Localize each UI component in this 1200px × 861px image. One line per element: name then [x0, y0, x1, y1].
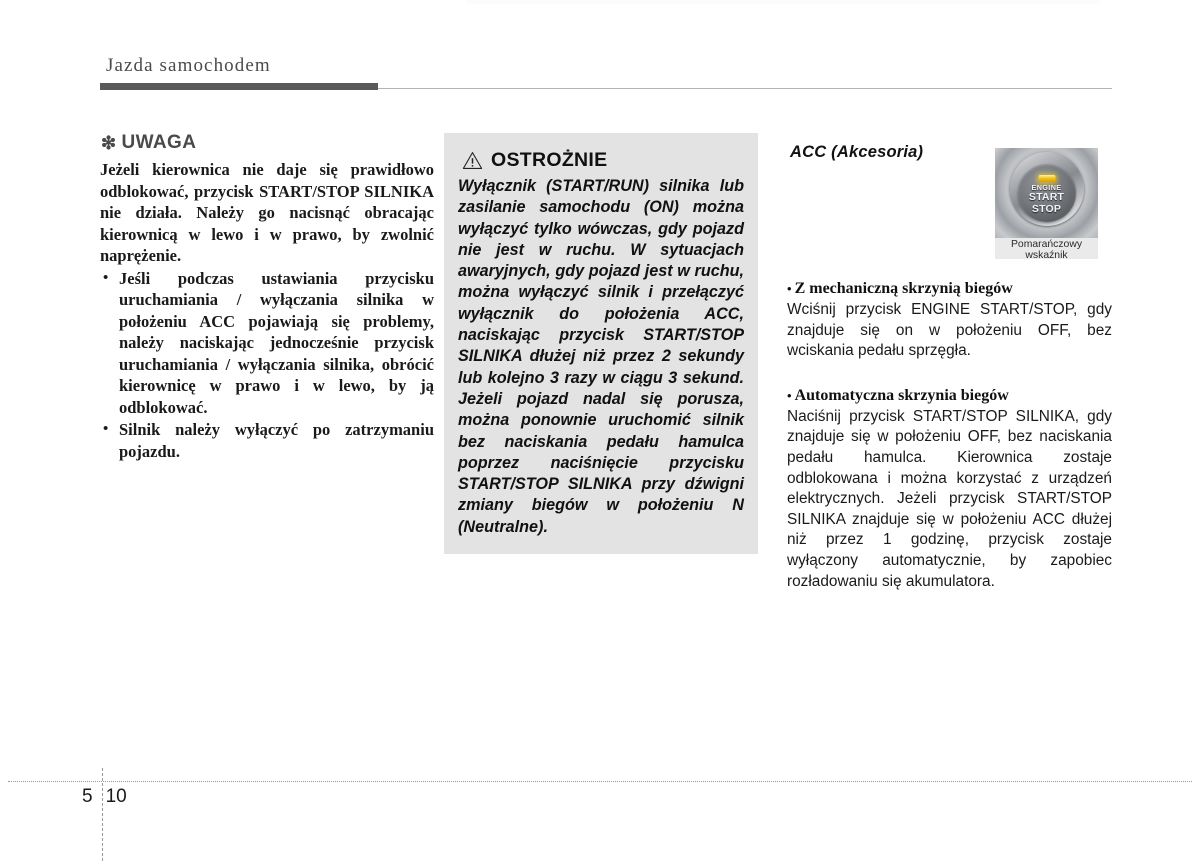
- column-left: [100, 133, 434, 463]
- list-item: [100, 419, 434, 462]
- acc-section-title: ACC (Akcesoria): [790, 143, 924, 161]
- figure-caption-line2: wskaźnik: [1025, 250, 1068, 259]
- button-label-engine: ENGINE: [1031, 183, 1062, 192]
- figure-photo: [995, 148, 1098, 238]
- header-rule-thick: [100, 83, 378, 90]
- automatic-transmission-body: Naciśnij przycisk START/STOP SILNIKA, gdy znajduje się w położeniu OFF, bez naciskania pedału hamulca. Kierownica zostaje odblokowana i można korzystać z urządzeń elektrycznych. Jeżeli przycisk START/STOP SILNIKA znajduje się w położeniu ACC dłużej niż przez 1 godzinę, przycisk zostaje wyłączony automatycznie, by zapobiec rozładowaniu się akumulatora.: [787, 407, 1112, 590]
- asterisk-icon: ❇: [101, 133, 117, 153]
- header-rule-thin: [378, 88, 1112, 89]
- page-fold-line-horizontal: [8, 781, 1192, 782]
- page-fold-line-vertical: [102, 768, 103, 861]
- manual-transmission-body: Wciśnij przycisk ENGINE START/STOP, gdy znajduje się on w położeniu OFF, bez wciskania pedału sprzęgła.: [787, 301, 1112, 360]
- manual-transmission-heading-label: Z mechaniczną skrzynią biegów: [794, 280, 1013, 297]
- page-folio: [82, 786, 127, 808]
- manual-transmission-block: [787, 280, 1112, 362]
- running-head: [100, 55, 1112, 89]
- orange-indicator-icon: [1038, 175, 1055, 182]
- engine-start-stop-button-icon: [1018, 164, 1076, 222]
- caution-heading: [462, 149, 744, 172]
- caution-heading-label: OSTROŻNIE: [491, 149, 608, 171]
- warning-triangle-icon: [462, 151, 483, 170]
- automatic-transmission-block: [787, 387, 1112, 592]
- figure-caption-line1: Pomarańczowy: [1010, 239, 1083, 250]
- note-paragraph: Jeżeli kierownica nie daje się prawidłowo odblokować, przycisk START/STOP SILNIKA nie działa. Należy go nacisnąć obracając kierownicą w lewo i w prawo, by zwolnić naprężenie.: [100, 160, 434, 265]
- running-head-title: Jazda samochodem: [106, 55, 271, 76]
- caution-box: [444, 133, 758, 554]
- list-item-text: Jeśli podczas ustawiania przycisku uruchamiania / wyłączania silnika w położeniu ACC pojawiają się problemy, należy naciskając jednocześnie przycisk uruchamiania / wyłączania silnika, obrócić kierownicę w prawo i w lewo, by ją odblokować.: [119, 268, 434, 417]
- bullet-glyph-icon: •: [787, 281, 792, 296]
- button-label: [1018, 184, 1076, 216]
- engine-start-stop-figure: [995, 148, 1098, 259]
- list-item: [100, 268, 434, 419]
- block-spacer: [787, 362, 1112, 387]
- page-number: 10: [105, 786, 127, 807]
- automatic-transmission-heading: [787, 387, 1112, 405]
- bullet-glyph-icon: •: [103, 421, 109, 437]
- figure-caption: [995, 238, 1098, 259]
- column-middle: [444, 133, 758, 554]
- note-bullet-list: [100, 268, 434, 463]
- bullet-glyph-icon: •: [103, 269, 109, 286]
- list-item-text: Silnik należy wyłączyć po zatrzymaniu pojazdu.: [119, 420, 434, 461]
- manual-transmission-heading: [787, 280, 1112, 298]
- bullet-glyph-icon: •: [787, 387, 792, 403]
- automatic-transmission-heading-label: Automatyczna skrzynia biegów: [794, 386, 1009, 404]
- page-top-edge-mark: [466, 0, 1100, 4]
- note-heading: [101, 133, 434, 152]
- chapter-number: 5: [82, 786, 93, 807]
- button-label-start: START: [1028, 191, 1065, 204]
- button-label-stop: STOP: [1031, 202, 1062, 215]
- caution-body-text: Wyłącznik (START/RUN) silnika lub zasilanie samochodu (ON) można wyłączyć tylko wówczas, gdy pojazd nie jest w ruchu. W sytuacjach awaryjnych, gdy pojazd jest w ruchu, można wyłączyć silnik i przełączyć wyłącznik do położenia ACC, naciskając przycisk START/STOP SILNIKA dłużej niż przez 2 sekundy lub kolejno 3 razy w ciągu 3 sekund. Jeżeli pojazd nadal się porusza, można ponownie uruchomić silnik bez naciskania pedału hamulca poprzez naciśnięcie przycisku START/STOP SILNIKA przy dźwigni zmiany biegów w położeniu N (Neutralne).: [458, 177, 744, 536]
- note-heading-label: UWAGA: [121, 132, 197, 153]
